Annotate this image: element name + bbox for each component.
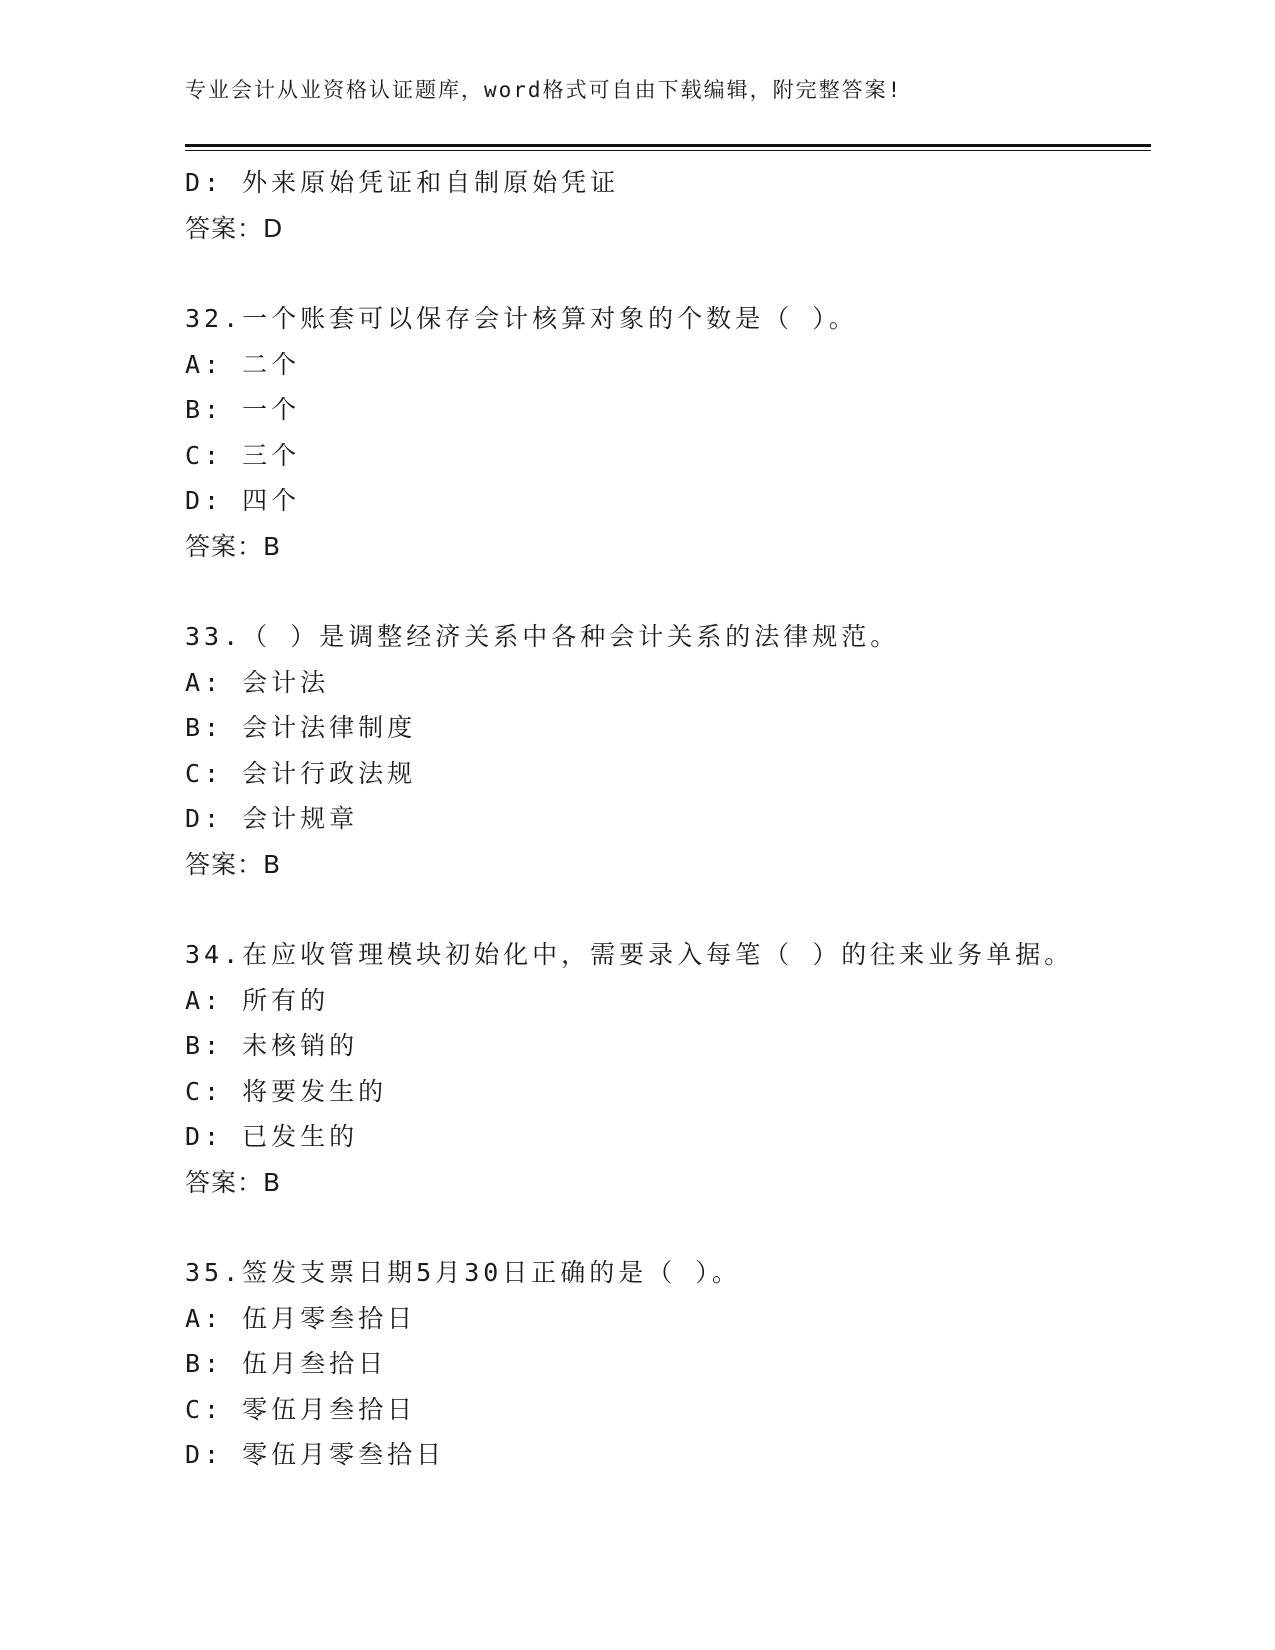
option-d: D: 四个	[185, 486, 301, 515]
question-block	[185, 614, 1151, 887]
option-d: D: 会计规章	[185, 804, 359, 833]
question-stem: 34.在应收管理模块初始化中，需要录入每笔（ ）的往来业务单据。	[185, 940, 1074, 969]
option-c: C: 零伍月叁拾日	[185, 1394, 417, 1424]
question-block	[185, 296, 1151, 569]
option-a: A: 伍月零叁拾日	[185, 1303, 417, 1333]
option-d: D: 外来原始凭证和自制原始凭证	[185, 168, 620, 197]
answer: 答案：B	[185, 1167, 282, 1197]
header-rule-thin	[185, 150, 1151, 151]
page-header: 专业会计从业资格认证题库，word格式可自由下载编辑，附完整答案!	[185, 78, 903, 102]
option-a: A: 所有的	[185, 985, 330, 1015]
option-b: B: 伍月叁拾日	[185, 1349, 388, 1378]
option-a: A: 会计法	[185, 667, 330, 697]
question-stem: 32.一个账套可以保存会计核算对象的个数是（ ）。	[185, 304, 858, 333]
header-rule-thick	[185, 144, 1151, 147]
question-stem: 35.签发支票日期5月30日正确的是（ ）。	[185, 1258, 741, 1287]
option-b: B: 未核销的	[185, 1031, 359, 1060]
option-c: C: 会计行政法规	[185, 758, 417, 788]
answer: 答案：B	[185, 849, 282, 879]
option-b: B: 会计法律制度	[185, 713, 417, 742]
answer: 答案：B	[185, 531, 282, 561]
question-stem: 33.（ ）是调整经济关系中各种会计关系的法律规范。	[185, 622, 900, 651]
question-block	[185, 1250, 1151, 1478]
option-c: C: 将要发生的	[185, 1076, 388, 1106]
option-d: D: 已发生的	[185, 1122, 359, 1151]
option-b: B: 一个	[185, 395, 301, 424]
option-c: C: 三个	[185, 440, 301, 470]
question-block	[185, 932, 1151, 1205]
answer: 答案：D	[185, 213, 284, 243]
option-d: D: 零伍月零叁拾日	[185, 1440, 446, 1469]
option-a: A: 二个	[185, 349, 301, 379]
question-list	[185, 160, 1151, 1478]
